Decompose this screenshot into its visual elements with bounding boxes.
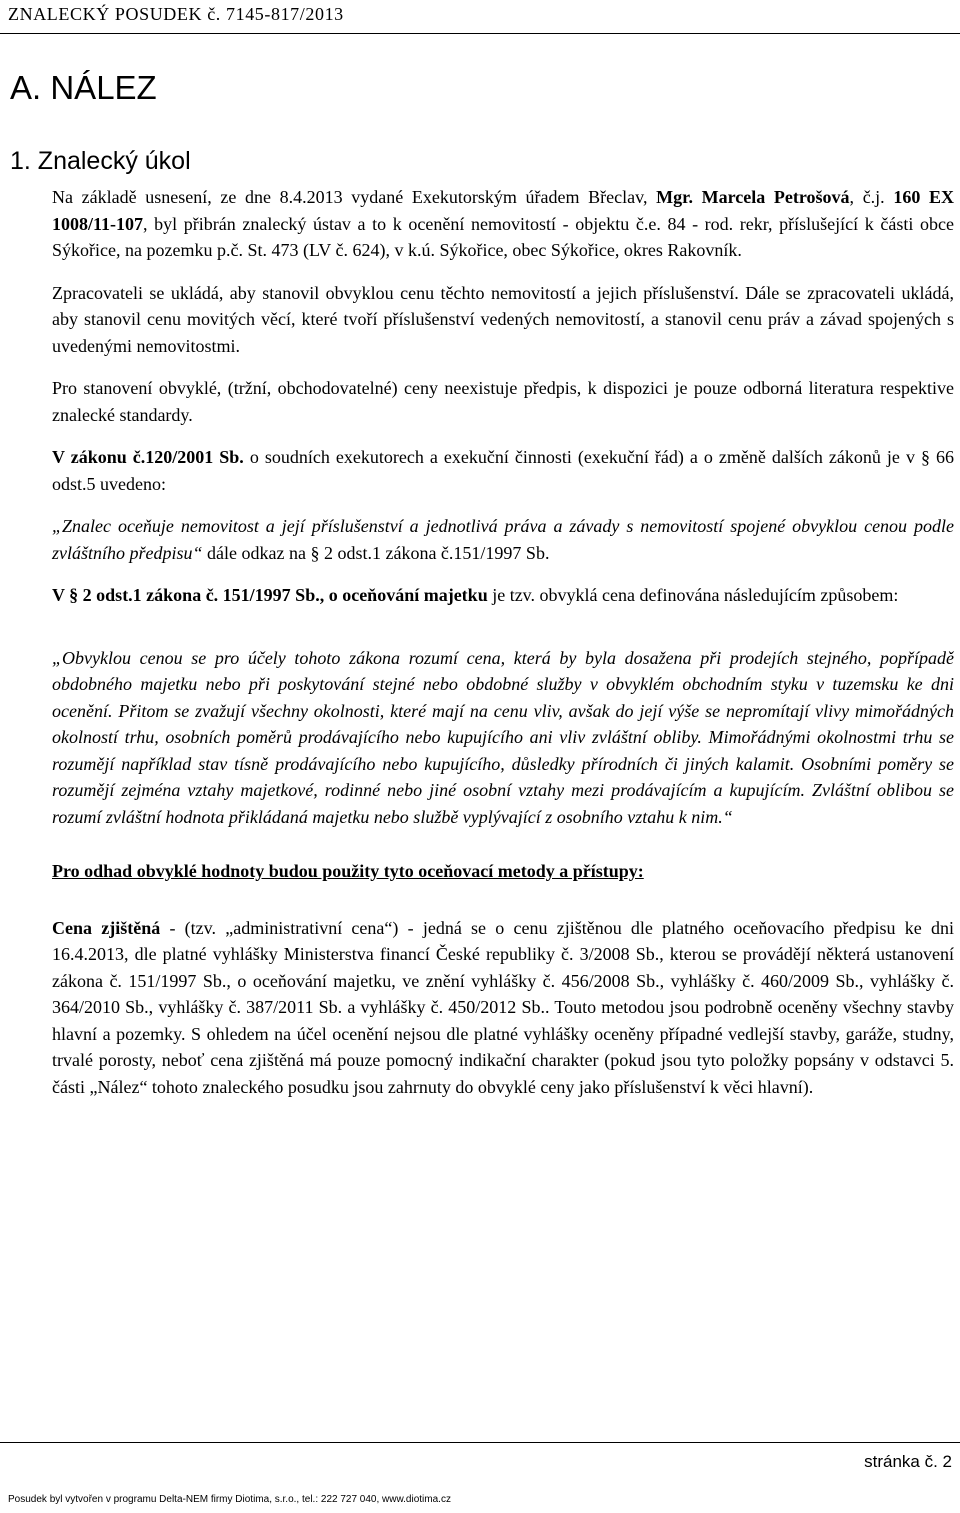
paragraph-standard: Pro stanovení obvyklé, (tržní, obchodovatelné) ceny neexistuje předpis, k dispozici je pouze odborná literatura respektive znalecké standardy. [52, 378, 954, 425]
bold-run: Cena zjištěná [52, 917, 161, 938]
text-run: , byl přibrán znalecký ústav a to k ocenění nemovitostí - objektu č.e. 84 - rod. rekr, příslušející k části obce Sýkořice, na pozemku p.č. St. 473 (LV č. 624), v k.ú. Sýkořice, obec Sýkořice, okres Rakovník. [52, 213, 954, 260]
text-run: Na základě usnesení, ze dne 8.4.2013 vydané Exekutorským úřadem Břeclav, [52, 187, 657, 207]
footer-divider [0, 1442, 960, 1443]
paragraph-law [52, 444, 954, 497]
text-run: je tzv. obvyklá cena definována následujícím způsobem: [487, 585, 899, 605]
bold-run: Mgr. Marcela Petrošová [656, 187, 850, 207]
quote-definition: „Obvyklou cenou se pro účely tohoto zákona rozumí cena, která by byla dosažena při prodejích stejného, popřípadě obdobného majetku nebo při poskytování stejné nebo obdobné služby v obvyklém obchodním styku v tuzemsku ke dni ocenění. Přitom se zvažují všechny okolnosti, které mají na cenu vliv, avšak do její výše se nepromítají vlivy mimořádných okolností trhu, osobních poměrů prodávajícího nebo kupujícího ani vliv zvláštní obliby. Mimořádnými okolnostmi trhu se rozumějí například stav tísně prodávajícího nebo kupujícího, důsledky přírodních či jiných kalamit. Osobními poměry se rozumějí zejména vztahy majetkové, rodinné nebo jiné osobní vztahy mezi prodávajícím a kupujícím. Zvláštní oblibou se rozumí zvláštní hodnota přikládaná majetku nebo službě vyplývající z osobního vztahu k nim.“ [52, 647, 954, 827]
text-run: o soudních exekutorech a exekuční činnosti (exekuční řád) a o změně dalších zákonů je v § 66 odst.5 uvedeno: [52, 447, 954, 494]
section-a-title: A. NÁLEZ [10, 69, 157, 106]
paragraph-definition [52, 582, 954, 609]
bold-run: V zákonu č.120/2001 Sb. [52, 447, 244, 467]
paragraph-method [52, 915, 954, 1101]
paragraph-assignment [52, 184, 954, 264]
bold-run: 160 EX 1008/11-107 [52, 187, 954, 234]
methods-heading: Pro odhad obvyklé hodnoty budou použity tyto oceňovací metody a přístupy: [52, 861, 644, 881]
footer-credit: Posudek byl vytvořen v programu Delta-NEM firmy Diotima, s.r.o., tel.: 222 727 040, www.diotima.cz [8, 1494, 451, 1505]
paragraph-task: Zpracovateli se ukládá, aby stanovil obvyklou cenu těchto nemovitostí a jejich příslušenství. Dále se zpracovateli ukládá, aby stanovil cenu movitých věcí, které tvoří příslušenství vedených nemovitostí, a stanovil cenu práv a závad spojených s uvedenými nemovitostmi. [52, 282, 954, 356]
header-title: ZNALECKÝ POSUDEK č. 7145-817/2013 [8, 4, 344, 24]
section-1-title: 1. Znalecký úkol [10, 147, 191, 175]
bold-run: V § 2 odst.1 zákona č. 151/1997 Sb., o oceňování majetku [52, 585, 488, 605]
document-body [52, 184, 954, 1116]
page-header [0, 0, 960, 34]
text-run: , č.j. [849, 187, 894, 207]
quote-law [52, 513, 954, 566]
text-run: dále odkaz na § 2 odst.1 zákona č.151/1997 Sb. [202, 542, 550, 563]
text-run: - (tzv. „administrativní cena“) - jedná se o cenu zjištěnou dle platného oceňovacího předpisu ke dni 16.4.2013, dle platné vyhlášky Ministerstva financí České republiky č. 3/2008 Sb., kterou se provádějí některá ustanovení zákona č. 151/1997 Sb., o oceňování majetku, ve znění vyhlášky č. 456/2008 Sb., vyhlášky č. 460/2009 Sb., vyhlášky č. 364/2010 Sb., vyhlášky č. 387/2011 Sb. a vyhlášky č. 450/2012 Sb.. Touto metodou jsou podrobně oceněny všechny stavby hlavní a pozemky. S ohledem na účel ocenění nejsou dle platné vyhlášky oceněny případné vedlejší stavby, garáže, studny, trvalé porosty, neboť cena zjištěná má pouze pomocný indikační charakter (pokud jsou tyto položky popsány v odstavci 5. části „Nález“ tohoto znaleckého posudku jsou zahrnuty do obvyklé ceny jako příslušenství k věci hlavní). [52, 917, 954, 1097]
page-number: stránka č. 2 [864, 1452, 952, 1471]
italic-run: „Znalec oceňuje nemovitost a její příslušenství a jednotlivá práva a závady s nemovitostí spojené obvyklou cenou podle zvláštního předpisu“ [52, 516, 954, 563]
